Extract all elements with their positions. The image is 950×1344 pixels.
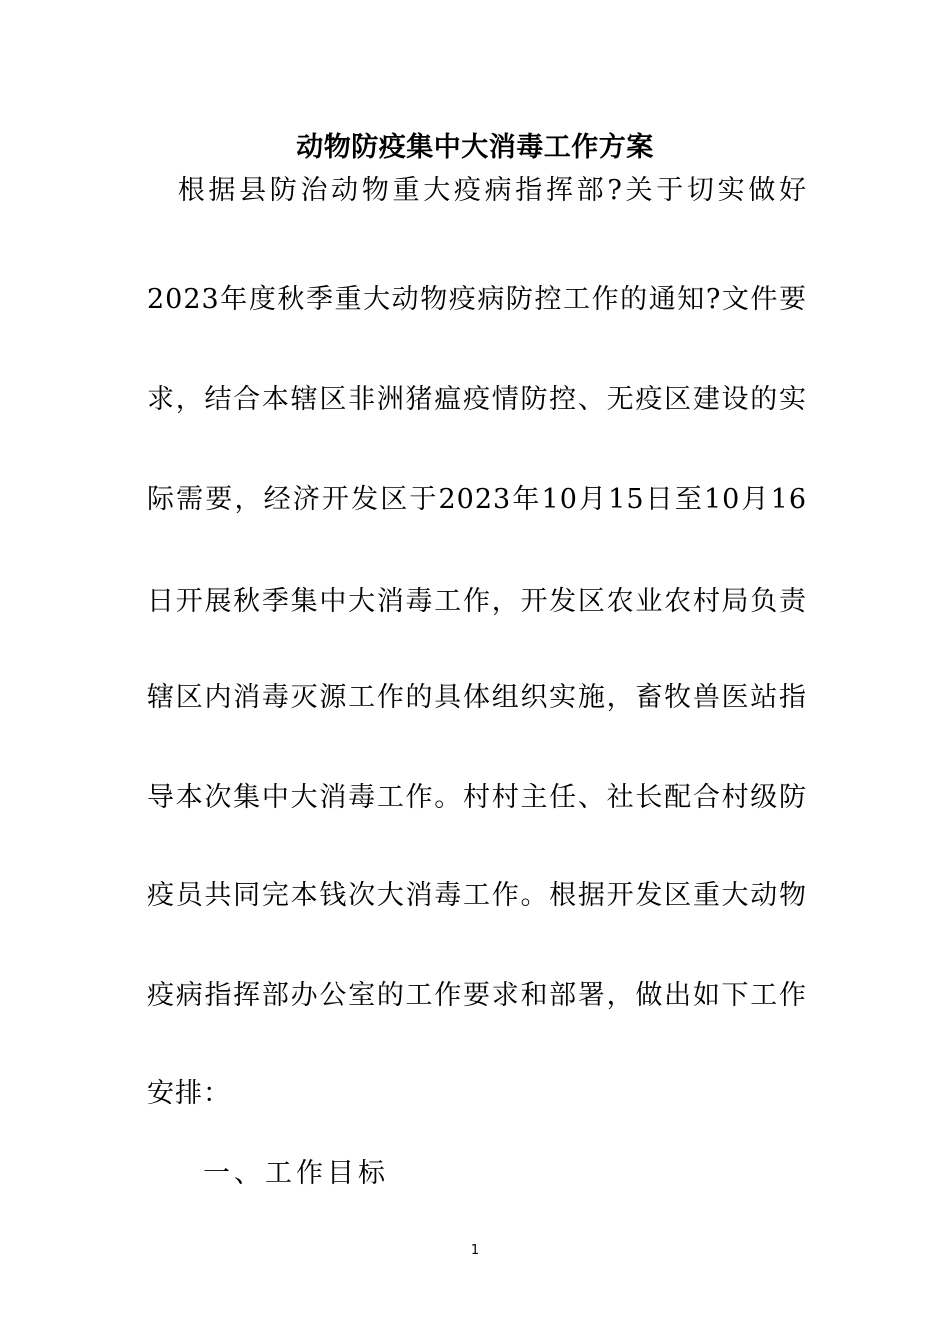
- paragraph-line-10: 安排：: [147, 1078, 231, 1109]
- paragraph-line-3: 求，结合本辖区非洲猪瘟疫情防控、无疫区建设的实: [147, 384, 807, 415]
- page-number: 1: [470, 1243, 480, 1258]
- section-heading: 一、工作目标: [203, 1158, 389, 1189]
- paragraph-line-6: 辖区内消毒灭源工作的具体组织实施，畜牧兽医站指: [147, 682, 807, 713]
- paragraph-line-1: 根据县防治动物重大疫病指挥部?关于切实做好: [147, 175, 807, 206]
- paragraph-line-9: 疫病指挥部办公室的工作要求和部署，做出如下工作: [147, 980, 807, 1011]
- paragraph-line-2: 2023年度秋季重大动物疫病防控工作的通知?文件要: [147, 284, 807, 315]
- paragraph-line-7: 导本次集中大消毒工作。村村主任、社长配合村级防: [147, 782, 807, 813]
- document-title: 动物防疫集中大消毒工作方案: [296, 132, 654, 163]
- paragraph-line-4: 际需要，经济开发区于2023年10月15日至10月16: [147, 484, 807, 515]
- paragraph-line-5: 日开展秋季集中大消毒工作，开发区农业农村局负责: [147, 586, 807, 617]
- paragraph-line-8: 疫员共同完本钱次大消毒工作。根据开发区重大动物: [147, 880, 807, 911]
